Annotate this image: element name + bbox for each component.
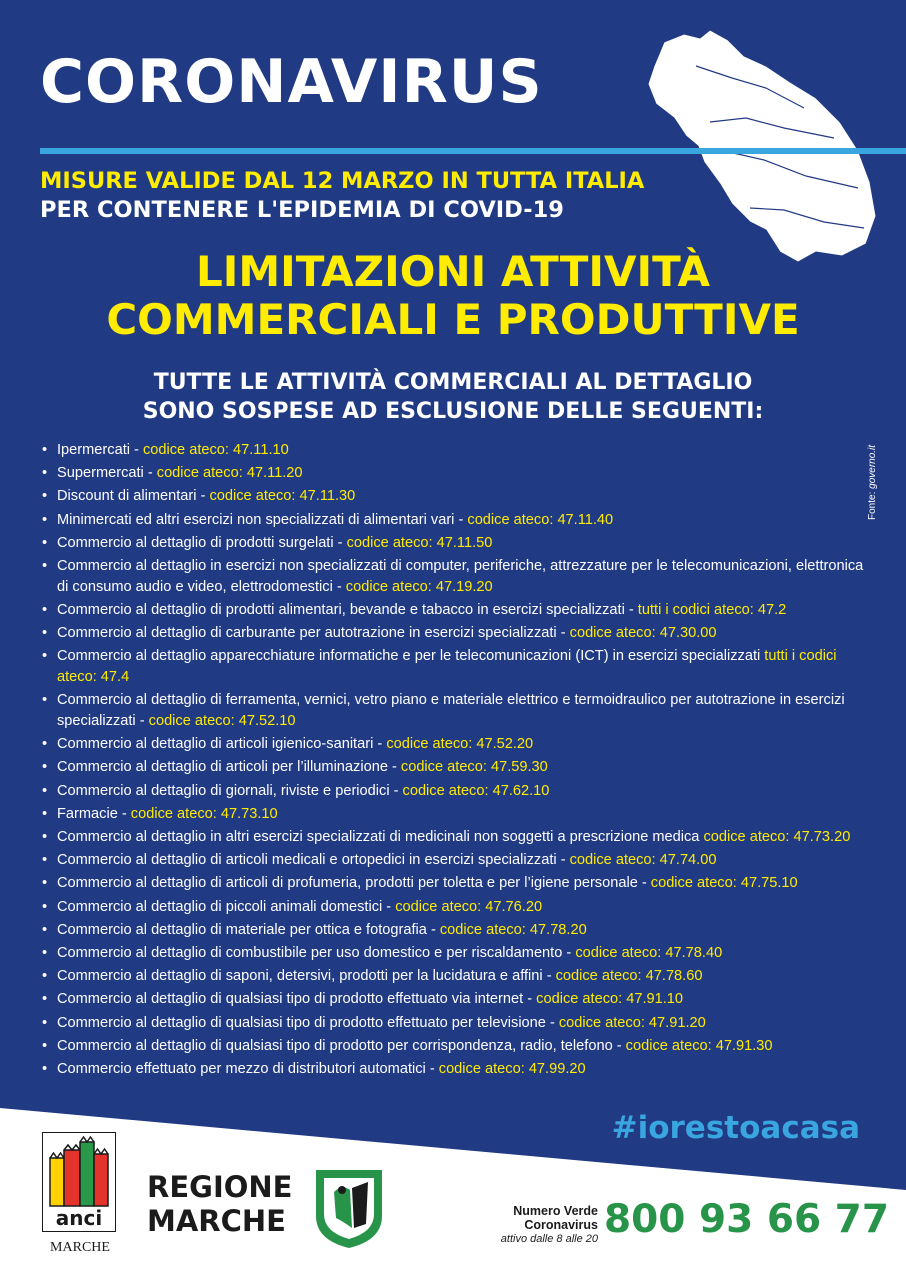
ateco-code: codice ateco: 47.99.20 xyxy=(438,1060,586,1077)
activity-description: Commercio al dettaglio di articoli per l’illuminazione - xyxy=(57,759,401,776)
source-label: Fonte: xyxy=(867,488,878,520)
ateco-code: codice ateco: 47.11.40 xyxy=(467,511,614,528)
activity-description: Commercio al dettaglio di articoli igienico-sanitari - xyxy=(57,736,387,753)
list-item xyxy=(40,556,876,598)
activity-description: Commercio al dettaglio di prodotti surgelati - xyxy=(57,534,347,551)
exempt-activities-list xyxy=(40,440,876,1082)
headline-line-1: LIMITAZIONI ATTIVITÀ xyxy=(195,247,711,296)
ateco-code: codice ateco: 47.11.50 xyxy=(346,534,493,551)
ateco-code: codice ateco: 47.19.20 xyxy=(345,578,493,595)
subtitle-dates: MISURE VALIDE DAL 12 MARZO IN TUTTA ITALIA xyxy=(40,168,645,194)
activity-description: Commercio al dettaglio di giornali, riviste e periodici - xyxy=(57,782,403,799)
ateco-code: codice ateco: 47.11.10 xyxy=(142,442,289,458)
activity-description: Ipermercati - xyxy=(57,442,143,458)
regione-marche-wordmark xyxy=(147,1170,292,1238)
activity-description: Commercio al dettaglio di qualsiasi tipo di prodotto effettuato via internet - xyxy=(57,991,537,1008)
anci-subtitle: MARCHE xyxy=(50,1240,110,1255)
ateco-code: codice ateco: 47.11.20 xyxy=(156,465,303,482)
regione-line-1: REGIONE xyxy=(147,1170,293,1204)
headline-line-2: COMMERCIALI E PRODUTTIVE xyxy=(106,295,800,344)
activity-description: Commercio al dettaglio in altri esercizi specializzati di medicinali non soggetti a prescrizione medica xyxy=(57,829,704,846)
activity-description: Commercio al dettaglio di articoli di profumeria, prodotti per toletta e per l’igiene personale - xyxy=(57,875,651,892)
main-title: CORONAVIRUS xyxy=(40,47,543,117)
ateco-code: codice ateco: 47.62.10 xyxy=(402,782,550,799)
anci-logo xyxy=(42,1132,116,1232)
marche-region-map-icon xyxy=(634,26,882,262)
ateco-code: codice ateco: 47.75.10 xyxy=(650,875,798,892)
ateco-code: codice ateco: 47.59.30 xyxy=(400,759,548,776)
hotline-label-line-1: Numero Verde xyxy=(513,1204,598,1218)
list-item xyxy=(40,920,876,941)
ateco-code: codice ateco: 47.11.30 xyxy=(209,488,356,505)
list-item xyxy=(40,463,876,484)
regione-marche-emblem-icon xyxy=(312,1166,386,1250)
list-item xyxy=(40,600,876,621)
list-item xyxy=(40,646,876,688)
anci-logo-text: anci xyxy=(55,1206,103,1230)
list-item xyxy=(40,873,876,894)
activity-description: Commercio al dettaglio di carburante per autotrazione in esercizi specializzati - xyxy=(57,625,570,642)
ateco-code: tutti i codici ateco: 47.4 xyxy=(57,648,837,686)
ateco-code: codice ateco: 47.52.20 xyxy=(386,736,534,753)
ateco-code: codice ateco: 47.78.60 xyxy=(555,968,703,985)
activity-description: Discount di alimentari - xyxy=(57,488,210,505)
hotline-hours: attivo dalle 8 alle 20 xyxy=(500,1233,598,1245)
list-item xyxy=(40,989,876,1010)
title-divider xyxy=(40,148,906,154)
activity-description: Minimercati ed altri esercizi non specializzati di alimentari vari - xyxy=(57,511,468,528)
activity-description: Commercio al dettaglio di materiale per ottica e fotografia - xyxy=(57,921,440,938)
ateco-code: codice ateco: 47.91.30 xyxy=(625,1037,773,1054)
list-item xyxy=(40,1059,876,1080)
ateco-code: codice ateco: 47.78.40 xyxy=(575,944,723,961)
activity-description: Farmacie - xyxy=(57,805,131,822)
ateco-code: codice ateco: 47.30.00 xyxy=(569,625,717,642)
list-item xyxy=(40,440,876,461)
subtitle-purpose: PER CONTENERE L'EPIDEMIA DI COVID-19 xyxy=(40,197,564,223)
list-item xyxy=(40,804,876,825)
activity-description: Commercio al dettaglio di articoli medicali e ortopedici in esercizi specializzati - xyxy=(57,852,570,869)
list-item xyxy=(40,943,876,964)
activity-description: Commercio effettuato per mezzo di distributori automatici - xyxy=(57,1060,439,1077)
list-item xyxy=(40,486,876,507)
ateco-code: codice ateco: 47.91.10 xyxy=(536,991,684,1008)
list-item xyxy=(40,897,876,918)
activity-description: Commercio al dettaglio apparecchiature informatiche e per le telecomunicazioni (ICT) in esercizi specializzati xyxy=(57,648,765,665)
intro-line-1: TUTTE LE ATTIVITÀ COMMERCIALI AL DETTAGLIO xyxy=(153,370,753,395)
list-item xyxy=(40,1036,876,1057)
hotline-phone-number: 800 93 66 77 xyxy=(604,1197,889,1242)
ateco-code: codice ateco: 47.74.00 xyxy=(569,852,717,869)
hotline-label xyxy=(462,1204,598,1246)
activity-description: Commercio al dettaglio di combustibile per uso domestico e per riscaldamento - xyxy=(57,944,576,961)
ateco-code: codice ateco: 47.73.10 xyxy=(130,805,278,822)
list-item xyxy=(40,690,876,732)
activity-description: Commercio al dettaglio di qualsiasi tipo di prodotto per corrispondenza, radio, telefono - xyxy=(57,1037,626,1054)
regione-line-2: MARCHE xyxy=(147,1204,286,1238)
activity-description: Commercio al dettaglio in esercizi non specializzati di computer, periferiche, attrezzature per le telecomunicazioni, elettronica di consumo audio e video, elettrodomestici - xyxy=(57,557,864,595)
activity-description: Commercio al dettaglio di ferramenta, vernici, vetro piano e materiale elettrico e termoidraulico per autotrazione in esercizi specializzati - xyxy=(57,692,845,730)
ateco-code: codice ateco: 47.78.20 xyxy=(439,921,587,938)
list-item xyxy=(40,827,876,848)
list-item xyxy=(40,1013,876,1034)
source-url: governo.it xyxy=(867,444,878,489)
list-item xyxy=(40,850,876,871)
intro-line-2: SONO SOSPESE AD ESCLUSIONE DELLE SEGUENTI: xyxy=(142,399,764,424)
ateco-code: codice ateco: 47.76.20 xyxy=(395,898,543,915)
list-item xyxy=(40,533,876,554)
list-item xyxy=(40,781,876,802)
list-item xyxy=(40,734,876,755)
list-item xyxy=(40,757,876,778)
activity-description: Commercio al dettaglio di prodotti alimentari, bevande e tabacco in esercizi specializzati - xyxy=(57,601,638,618)
ateco-code: codice ateco: 47.52.10 xyxy=(148,713,296,730)
list-item xyxy=(40,623,876,644)
activity-description: Commercio al dettaglio di qualsiasi tipo di prodotto effettuato per televisione - xyxy=(57,1014,559,1031)
activity-description: Supermercati - xyxy=(57,465,157,482)
hotline-label-line-2: Coronavirus xyxy=(524,1218,598,1232)
list-item xyxy=(40,966,876,987)
activity-description: Commercio al dettaglio di piccoli animali domestici - xyxy=(57,898,396,915)
hashtag: #iorestoacasa xyxy=(611,1110,860,1146)
ateco-code: tutti i codici ateco: 47.2 xyxy=(637,601,787,618)
headline xyxy=(0,248,906,344)
intro-text xyxy=(0,368,906,426)
ateco-code: codice ateco: 47.91.20 xyxy=(558,1014,706,1031)
ateco-code: codice ateco: 47.73.20 xyxy=(703,829,851,846)
activity-description: Commercio al dettaglio di saponi, detersivi, prodotti per la lucidatura e affini - xyxy=(57,968,556,985)
list-item xyxy=(40,510,876,531)
